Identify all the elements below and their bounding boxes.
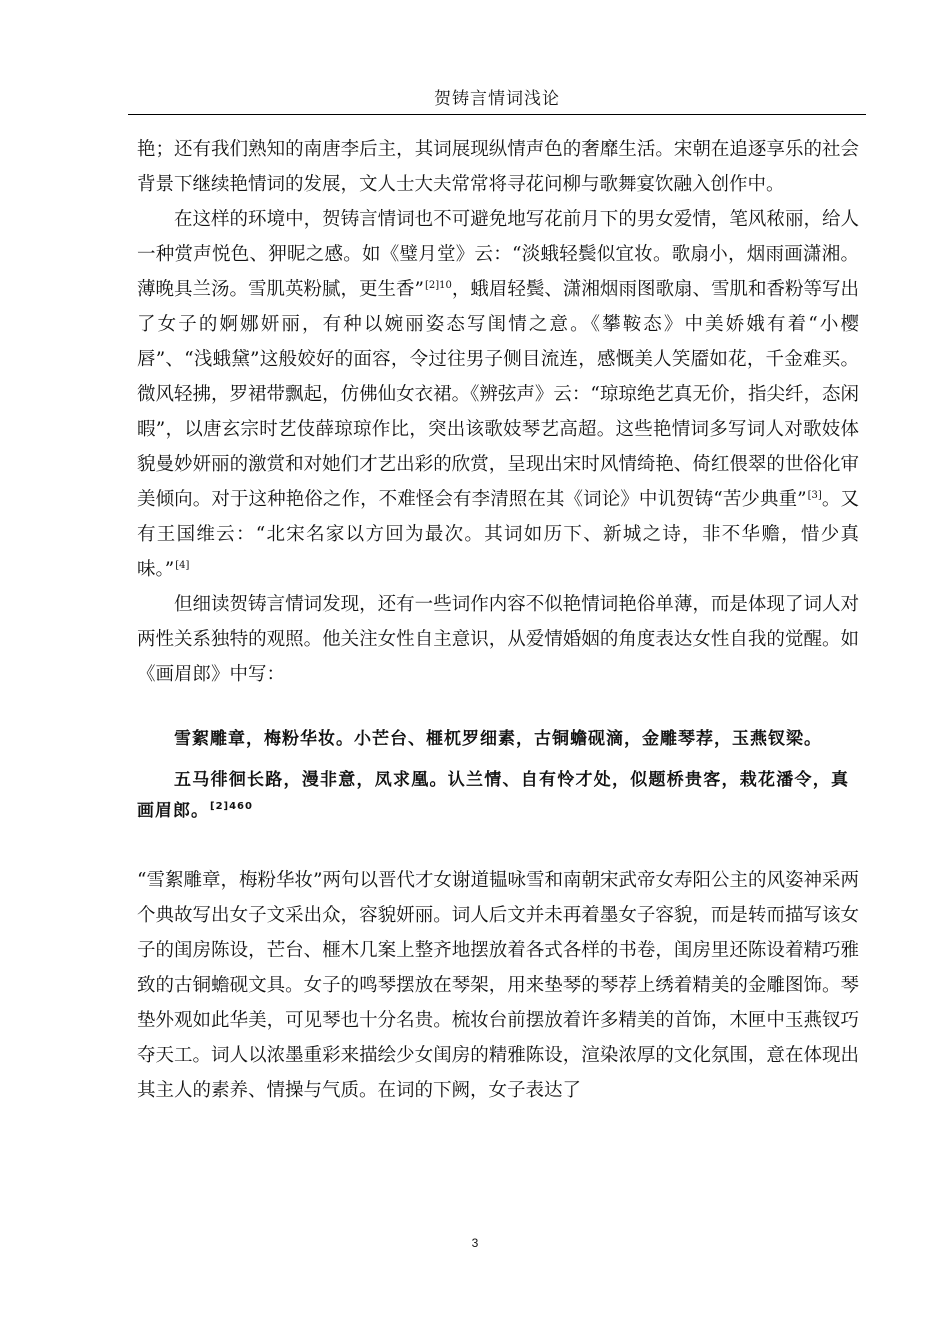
citation-3: [4] <box>175 559 190 571</box>
poem-stanza-2 <box>137 765 849 827</box>
paragraph-4: “雪絮雕章，梅粉华妆”两句以晋代才女谢道韫咏雪和南朝宋武帝女寿阳公主的风姿神采两个典故写出女子文采出众，容貌妍丽。词人后文并未再着墨女子容貌，而是转而描写该女子的闺房陈设，芒台、榧木几案上整齐地摆放着各式各样的书卷，闺房里还陈设着精巧雅致的古铜蟾砚文具。女子的鸣琴摆放在琴架，用来垫琴的琴荐上绣着精美的金雕图饰。琴垫外观如此华美，可见琴也十分名贵。梳妆台前摆放着许多精美的首饰，木匣中玉燕钗巧夺天工。词人以浓墨重彩来描绘少女闺房的精雅陈设，渲染浓厚的文化氛围，意在体现出其主人的素养、情操与气质。在词的下阙，女子表达了 <box>137 870 859 1101</box>
paragraph-2 <box>137 202 859 587</box>
poem-stanza-2-text: 五马徘徊长路，漫非意，凤求凰。认兰情、自有怜才处，似题桥贵客，栽花潘令，真画眉郎。 <box>137 770 849 821</box>
paragraph-2-part-c: 。又有王国维云：“北宋名家以方回为最次。其词如历下、新城之诗，非不华赡，惜少真味。” <box>137 489 859 580</box>
poem-citation: [2]460 <box>210 801 253 813</box>
spacer <box>137 827 859 863</box>
spacer <box>137 755 849 765</box>
spacer <box>137 692 859 724</box>
paragraph-3: 但细读贺铸言情词发现，还有一些词作内容不似艳情词艳俗单薄，而是体现了词人对两性关系独特的观照。他关注女性自主意识，从爱情婚姻的角度表达女性自我的觉醒。如《画眉郎》中写： <box>137 594 859 685</box>
citation-2: [3] <box>807 489 822 501</box>
citation-1: [2]10 <box>425 279 452 291</box>
body-text <box>137 132 859 1108</box>
page-number: 3 <box>471 1236 479 1250</box>
poem-stanza-1: 雪絮雕章，梅粉华妆。小芒台、榧杌罗细素，古铜蟾砚滴，金雕琴荐，玉燕钗梁。 <box>174 729 822 749</box>
poem-block <box>137 724 859 827</box>
paragraph-continued: 艳；还有我们熟知的南唐李后主，其词展现纵情声色的奢靡生活。宋朝在追逐享乐的社会背景下继续艳情词的发展，文人士大夫常常将寻花问柳与歌舞宴饮融入创作中。 <box>137 139 859 195</box>
paragraph-2-part-a: 在这样的环境中，贺铸言情词也不可避免地写花前月下的男女爱情，笔风秾丽，给人一种赏声悦色、狎昵之感。如《璧月堂》云：“淡蛾轻鬓似宜妆。歌扇小，烟雨画潇湘。薄晚具兰汤。雪肌英粉腻，更生香” <box>137 209 859 300</box>
running-header: 贺铸言情词浅论 <box>434 89 560 109</box>
header-rule <box>128 114 866 115</box>
paragraph-2-part-b: ，蛾眉轻鬓、潇湘烟雨图歌扇、雪肌和香粉等写出了女子的婀娜妍丽，有种以婉丽姿态写闺情之意。《攀鞍态》中美娇娥有着“小樱唇”、“浅蛾黛”这般姣好的面容，令过往男子侧目流连，感慨美人笑靥如花，千金难买。微风轻拂，罗裙带飘起，仿佛仙女衣裙。《辨弦声》云：“琼琼绝艺真无价，指尖纤，态闲暇”，以唐玄宗时艺伎薛琼琼作比，突出该歌妓琴艺高超。这些艳情词多写词人对歌妓体貌曼妙妍丽的激赏和对她们才艺出彩的欣赏，呈现出宋时风情绮艳、倚红偎翠的世俗化审美倾向。对于这种艳俗之作，不难怪会有李清照在其《词论》中讥贺铸“苦少典重” <box>137 279 859 510</box>
